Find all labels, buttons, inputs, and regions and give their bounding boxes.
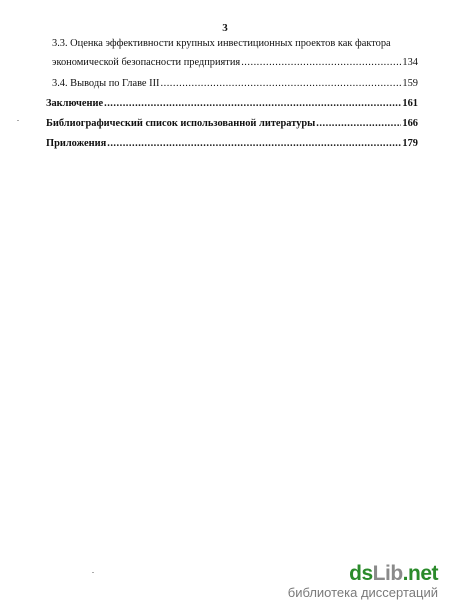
toc-entry-3-4[interactable] <box>46 77 418 90</box>
toc-leader-dots <box>241 56 401 69</box>
toc-entry-bibliography-title: Библиографический список использованной литературы <box>46 118 316 129</box>
toc-entry-appendices-page: 179 <box>402 138 418 149</box>
toc-leader-dots <box>107 137 401 150</box>
toc-entry-3-4-title: 3.4. Выводы по Главе III <box>52 78 160 89</box>
scan-speck <box>92 572 94 573</box>
toc-entry-3-3-title-line2: экономической безопасности предприятия <box>52 57 241 68</box>
page-number: 3 <box>222 22 228 34</box>
toc-leader-dots <box>161 77 402 90</box>
scan-speck <box>17 120 19 121</box>
logo-net: .net <box>402 562 438 585</box>
toc-leader-dots <box>316 117 401 130</box>
toc-entry-conclusion[interactable] <box>46 97 418 110</box>
watermark-subtitle: библиотека диссертаций <box>287 585 438 600</box>
logo-ds: ds <box>349 562 373 585</box>
toc-entry-bibliography-page: 166 <box>402 118 418 129</box>
toc-entry-conclusion-title: Заключение <box>46 98 104 109</box>
toc-entry-3-3-title-line1: 3.3. Оценка эффективности крупных инвестиционных проектов как фактора <box>52 38 391 49</box>
toc-entry-3-3[interactable] <box>46 37 418 69</box>
toc-entry-appendices-title: Приложения <box>46 138 107 149</box>
logo-lib: Lib <box>372 562 403 585</box>
dslib-watermark[interactable] <box>288 563 438 600</box>
table-of-contents <box>46 37 418 150</box>
toc-entry-3-4-page: 159 <box>402 78 418 89</box>
toc-entry-appendices[interactable] <box>46 137 418 150</box>
toc-entry-bibliography[interactable] <box>46 117 418 130</box>
toc-leader-dots <box>104 97 401 110</box>
toc-entry-conclusion-page: 161 <box>402 98 418 109</box>
dslib-logo <box>288 563 438 585</box>
toc-entry-3-3-page: 134 <box>402 57 418 68</box>
